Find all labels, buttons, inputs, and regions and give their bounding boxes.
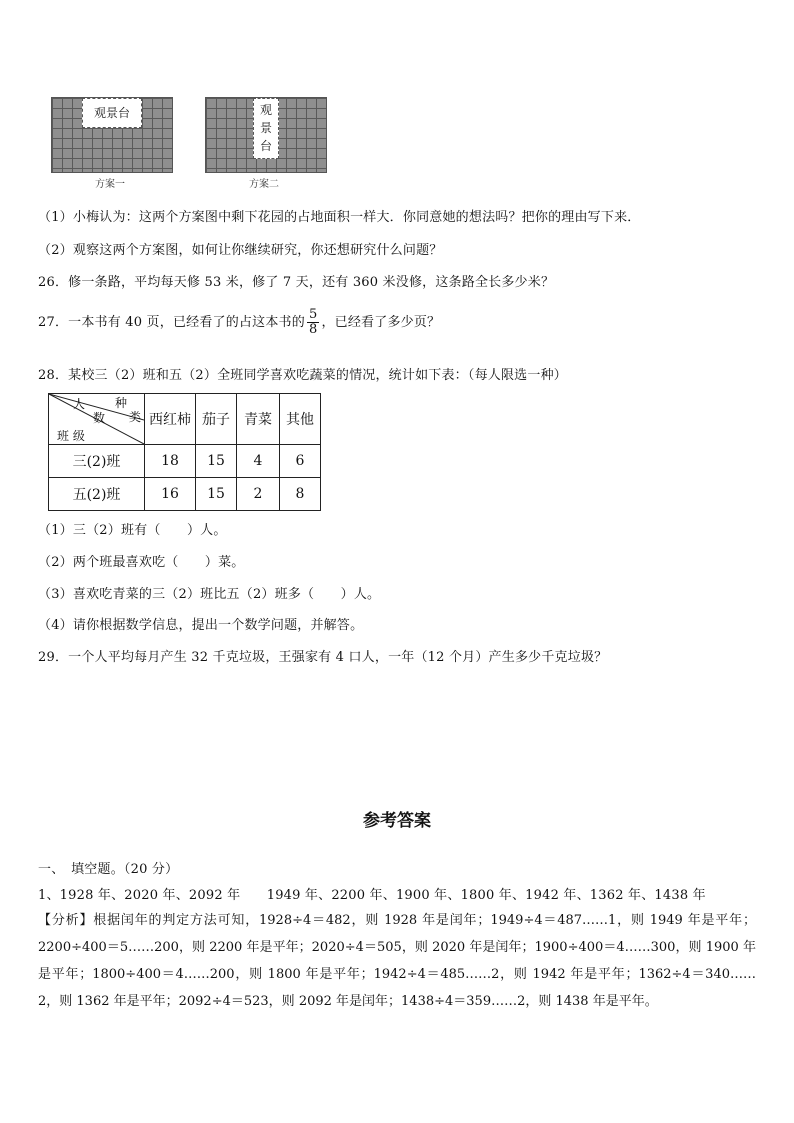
diag-label-banji: 班 级 [57,429,85,443]
answers-section: 一、 填空题。（20 分） [38,862,179,877]
table-cell: 15 [196,445,237,478]
table-cell: 18 [145,445,196,478]
table-cell: 8 [280,478,321,511]
diag-label-zhong: 种 [115,396,128,410]
column-header: 其他 [280,394,321,445]
table-cell: 4 [237,445,280,478]
table-header-row [49,394,321,445]
column-header: 茄子 [196,394,237,445]
diag-label-lei: 类 [129,410,142,424]
fraction-denominator: 8 [308,322,318,337]
answer-1-analysis: 【分析】根据闰年的判定方法可知，1928÷4＝482，则 1928 年是闰年；1949÷4＝487……1，则 1949 年是平年；2200÷400＝5……200，则 2200 年是平年；2020÷4＝505，则 2020 年是闰年；1900÷400＝4……300，则 1900 年是平年；1800÷400＝4……200，则 1800 年是平年；1942÷4＝485……2，则 1942 年是平年；1362÷4＝340……2，则 1362 年是平年；2092÷4＝523，则 2092 年是闰年；1438÷4＝359……2，则 1438 年是平年。 [38,913,756,1009]
row-label: 五(2)班 [49,478,145,511]
question-28-sub-3: （3）喜欢吃青菜的三（2）班比五（2）班多（ ）人。 [38,587,381,602]
plan1-stage [82,98,142,128]
plan2-caption: 方案二 [249,179,279,190]
question-27-after: ，已经看了多少页？ [321,315,441,330]
plan1-caption: 方案一 [95,179,125,190]
plan2-stage-char: 景 [259,121,272,135]
plan1-stage-label: 观景台 [93,106,130,120]
column-header: 青菜 [237,394,280,445]
vegetable-table [48,393,321,511]
diagonal-header-cell [49,394,145,445]
plan2-stage-char: 台 [259,139,272,153]
row-label: 三(2)班 [49,445,145,478]
question-28-sub-2: （2）两个班最喜欢吃（ ）菜。 [38,555,245,570]
question-28-sub-1: （1）三（2）班有（ ）人。 [38,523,227,538]
question-25-1: （1）小梅认为：这两个方案图中剩下花园的占地面积一样大．你同意她的想法吗？把你的理由写下来． [38,210,641,225]
table-cell: 16 [145,478,196,511]
question-27 [38,308,440,337]
table-row [49,478,321,511]
answer-1: 1、1928 年、2020 年、2092 年 1949 年、2200 年、1900 年、1800 年、1942 年、1362 年、1438 年 [38,888,706,903]
plan2-stage-char: 观 [259,103,272,117]
question-25-2: （2）观察这两个方案图，如何让你继续研究，你还想研究什么问题？ [38,243,443,258]
answers-title: 参考答案 [363,811,431,831]
question-26: 26．修一条路，平均每天修 53 米，修了 7 天，还有 360 米没修，这条路全长多少米？ [38,275,555,290]
question-28: 28．某校三（2）班和五（2）全班同学喜欢吃蔬菜的情况，统计如下表：（每人限选一种） [38,368,567,383]
table-row [49,445,321,478]
column-header: 西红柿 [145,394,196,445]
plan2-stage [253,98,279,159]
question-27-before: 27．一本书有 40 页，已经看了的占这本书的 [38,315,305,330]
diag-label-shu: 数 [93,411,106,425]
fraction-numerator: 5 [308,307,318,322]
table-cell: 6 [280,445,321,478]
table-cell: 15 [196,478,237,511]
question-28-sub-4: （4）请你根据数学信息，提出一个数学问题，并解答。 [38,618,364,633]
table-cell: 2 [237,478,280,511]
diag-label-ren: 人 [73,397,86,411]
fraction [307,308,319,337]
question-29: 29．一个人平均每月产生 32 千克垃圾，王强家有 4 口人，一年（12 个月）产生多少千克垃圾？ [38,650,608,665]
